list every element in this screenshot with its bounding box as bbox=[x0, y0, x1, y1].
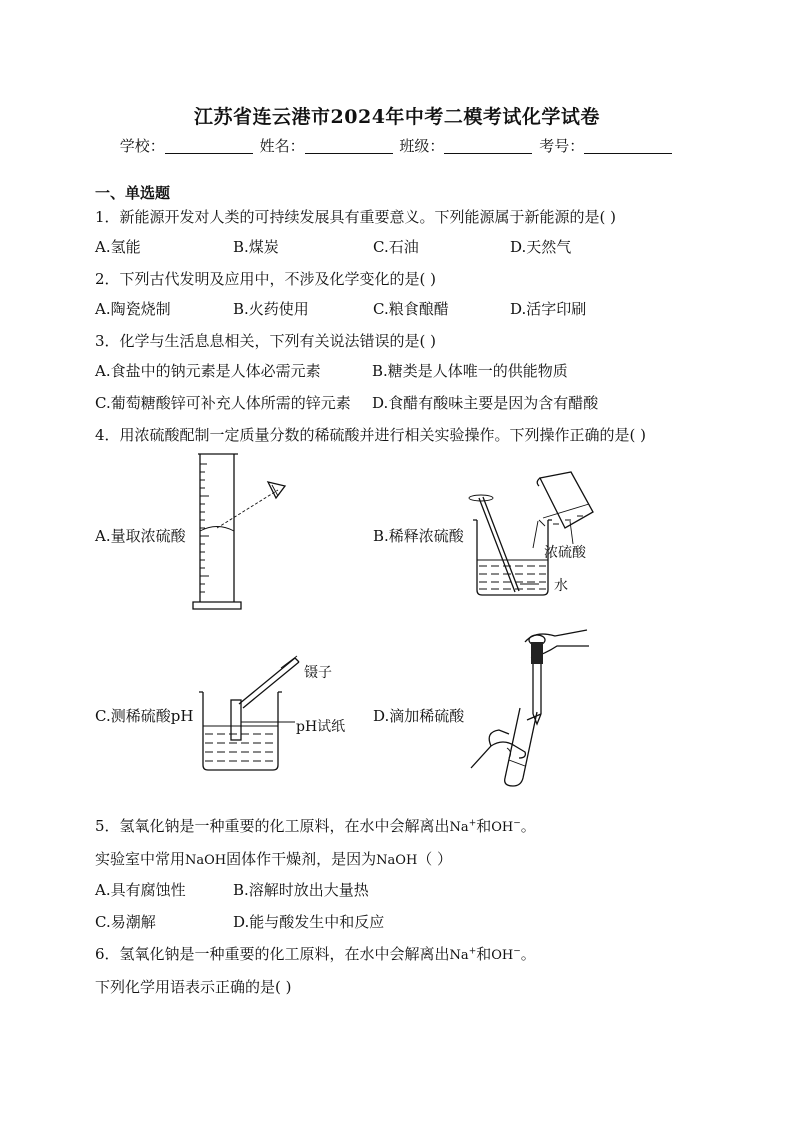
q5-formula1: NaOH bbox=[185, 853, 227, 868]
q2-stem: 2．下列古代发明及应用中，不涉及化学变化的是( ) bbox=[95, 270, 437, 288]
student-info-line bbox=[0, 135, 794, 156]
q5-stem-suffix: 。 bbox=[520, 817, 536, 835]
q3-option-d[interactable]: D.食醋有酸味主要是因为含有醋酸 bbox=[372, 394, 599, 412]
q6-line2: 下列化学用语表示正确的是( ) bbox=[95, 978, 292, 996]
q5-stem bbox=[95, 815, 536, 836]
q6-stem bbox=[95, 943, 536, 964]
q5-line2 bbox=[95, 848, 452, 869]
q5-option-d[interactable]: D.能与酸发生中和反应 bbox=[233, 913, 385, 931]
q5-option-c[interactable]: C.易潮解 bbox=[95, 913, 156, 931]
q6-ion2-charge: − bbox=[513, 946, 521, 957]
q3-option-c[interactable]: C.葡萄糖酸锌可补充人体所需的锌元素 bbox=[95, 394, 351, 412]
q6-ion1: Na bbox=[449, 948, 469, 963]
q5-option-b[interactable]: B.溶解时放出大量热 bbox=[233, 881, 369, 899]
label-water: 水 bbox=[554, 578, 568, 594]
school-blank[interactable] bbox=[165, 139, 253, 154]
q3-option-b[interactable]: B.糖类是人体唯一的供能物质 bbox=[372, 362, 568, 380]
q1-option-d[interactable]: D.天然气 bbox=[510, 238, 572, 256]
q6-stem-prefix: 6．氢氧化钠是一种重要的化工原料，在水中会解离出 bbox=[95, 945, 450, 963]
name-blank[interactable] bbox=[305, 139, 393, 154]
q6-stem-suffix: 。 bbox=[520, 945, 536, 963]
q6-ion1-charge: + bbox=[468, 946, 477, 957]
q1-option-b[interactable]: B.煤炭 bbox=[233, 238, 279, 256]
ph-test-figure bbox=[195, 650, 305, 776]
dilution-figure bbox=[465, 468, 605, 598]
dropping-figure bbox=[465, 628, 605, 790]
q3-stem: 3．化学与生活息息相关，下列有关说法错误的是( ) bbox=[95, 332, 437, 350]
q4-stem: 4．用浓硫酸配制一定质量分数的稀硫酸并进行相关实验操作。下列操作正确的是( ) bbox=[95, 426, 647, 444]
q5-line2-mid: 固体作干燥剂，是因为 bbox=[226, 850, 377, 868]
q3-option-a[interactable]: A.食盐中的钠元素是人体必需元素 bbox=[95, 362, 321, 380]
q5-formula2: NaOH bbox=[376, 853, 418, 868]
q5-option-a[interactable]: A.具有腐蚀性 bbox=[95, 881, 186, 899]
q1-stem: 1．新能源开发对人类的可持续发展具有重要意义。下列能源属于新能源的是( ) bbox=[95, 208, 617, 226]
q2-option-c[interactable]: C.粮食酿醋 bbox=[373, 300, 449, 318]
q5-ion1: Na bbox=[449, 820, 469, 835]
graduated-cylinder-figure bbox=[190, 452, 300, 614]
q5-ion1-charge: + bbox=[468, 818, 477, 829]
section-heading: 一、单选题 bbox=[95, 184, 171, 202]
q2-option-d[interactable]: D.活字印刷 bbox=[510, 300, 587, 318]
q5-stem-prefix: 5．氢氧化钠是一种重要的化工原料，在水中会解离出 bbox=[95, 817, 450, 835]
q6-ion2: OH bbox=[491, 948, 514, 963]
class-label: 班级： bbox=[399, 137, 445, 155]
q5-joiner: 和 bbox=[476, 817, 492, 835]
q5-line2-prefix: 实验室中常用 bbox=[95, 850, 186, 868]
q2-option-b[interactable]: B.火药使用 bbox=[233, 300, 309, 318]
page-title: 江苏省连云港市2024年中考二模考试化学试卷 bbox=[194, 106, 600, 128]
q6-joiner: 和 bbox=[476, 945, 492, 963]
school-label: 学校： bbox=[119, 137, 165, 155]
q5-ion2: OH bbox=[491, 820, 514, 835]
q1-option-a[interactable]: A.氢能 bbox=[95, 238, 141, 256]
q4-option-d[interactable]: D.滴加稀硫酸 bbox=[373, 707, 465, 725]
class-blank[interactable] bbox=[444, 139, 532, 154]
q1-option-c[interactable]: C.石油 bbox=[373, 238, 419, 256]
label-tweezers: 镊子 bbox=[304, 665, 332, 681]
q4-option-a[interactable]: A.量取浓硫酸 bbox=[95, 527, 186, 545]
exam-no-blank[interactable] bbox=[584, 139, 672, 154]
label-ph-paper: pH试纸 bbox=[296, 719, 346, 735]
q4-option-b[interactable]: B.稀释浓硫酸 bbox=[373, 527, 464, 545]
q5-line2-suffix: （ ） bbox=[417, 850, 453, 868]
name-label: 姓名： bbox=[259, 137, 305, 155]
q5-ion2-charge: − bbox=[513, 818, 521, 829]
q2-option-a[interactable]: A.陶瓷烧制 bbox=[95, 300, 171, 318]
exam-no-label: 考号： bbox=[539, 137, 585, 155]
label-concentrated-acid: 浓硫酸 bbox=[544, 545, 586, 561]
q4-option-c[interactable]: C.测稀硫酸pH bbox=[95, 707, 194, 725]
